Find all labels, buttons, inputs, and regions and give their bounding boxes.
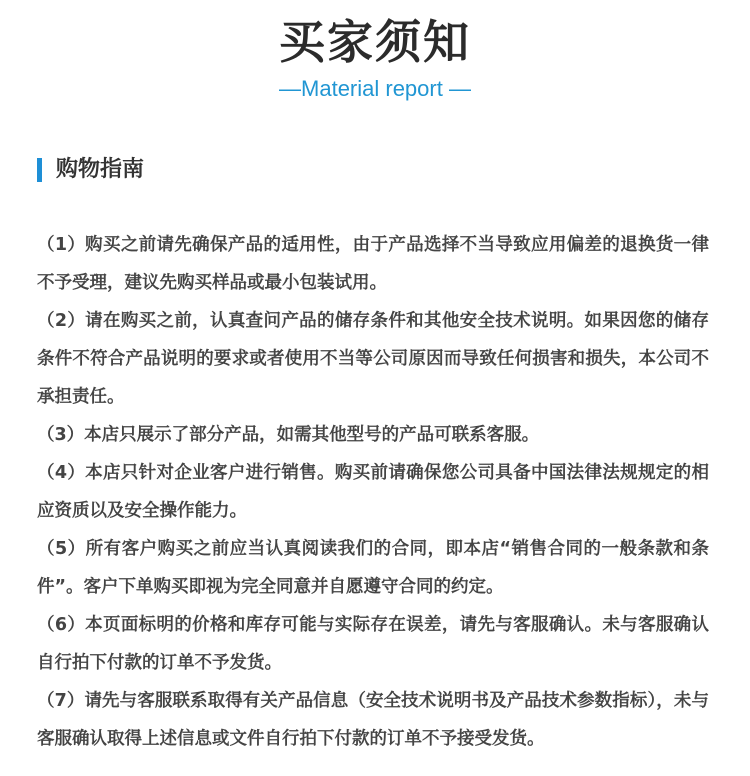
notice-list <box>37 226 709 758</box>
notice-item-1: （1）购买之前请先确保产品的适用性，由于产品选择不当导致应用偏差的退换货一律不予受理，建议先购买样品或最小包装试用。 <box>37 235 709 293</box>
notice-item-4: （4）本店只针对企业客户进行销售。购买前请确保您公司具备中国法律法规规定的相应资质以及安全操作能力。 <box>37 463 709 521</box>
notice-item-7: （7）请先与客服联系取得有关产品信息（安全技术说明书及产品技术参数指标），未与客服确认取得上述信息或文件自行拍下付款的订单不予接受发货。 <box>37 691 709 749</box>
notice-item-3: （3）本店只展示了部分产品，如需其他型号的产品可联系客服。 <box>37 425 540 445</box>
page-subtitle: —Material report — <box>279 76 471 101</box>
notice-item-5: （5）所有客户购买之前应当认真阅读我们的合同，即本店“销售合同的一般条款和条件”。客户下单购买即视为完全同意并自愿遵守合同的约定。 <box>37 539 709 597</box>
notice-item-6: （6）本页面标明的价格和库存可能与实际存在误差，请先与客服确认。未与客服确认自行拍下付款的订单不予发货。 <box>37 615 709 673</box>
section-accent-bar <box>37 158 42 182</box>
notice-item-2: （2）请在购买之前，认真查问产品的储存条件和其他安全技术说明。如果因您的储存条件不符合产品说明的要求或者使用不当等公司原因而导致任何损害和损失，本公司不承担责任。 <box>37 311 709 407</box>
section-heading <box>37 154 144 186</box>
page-title: 买家须知 <box>279 15 471 69</box>
section-title: 购物指南 <box>56 157 145 182</box>
